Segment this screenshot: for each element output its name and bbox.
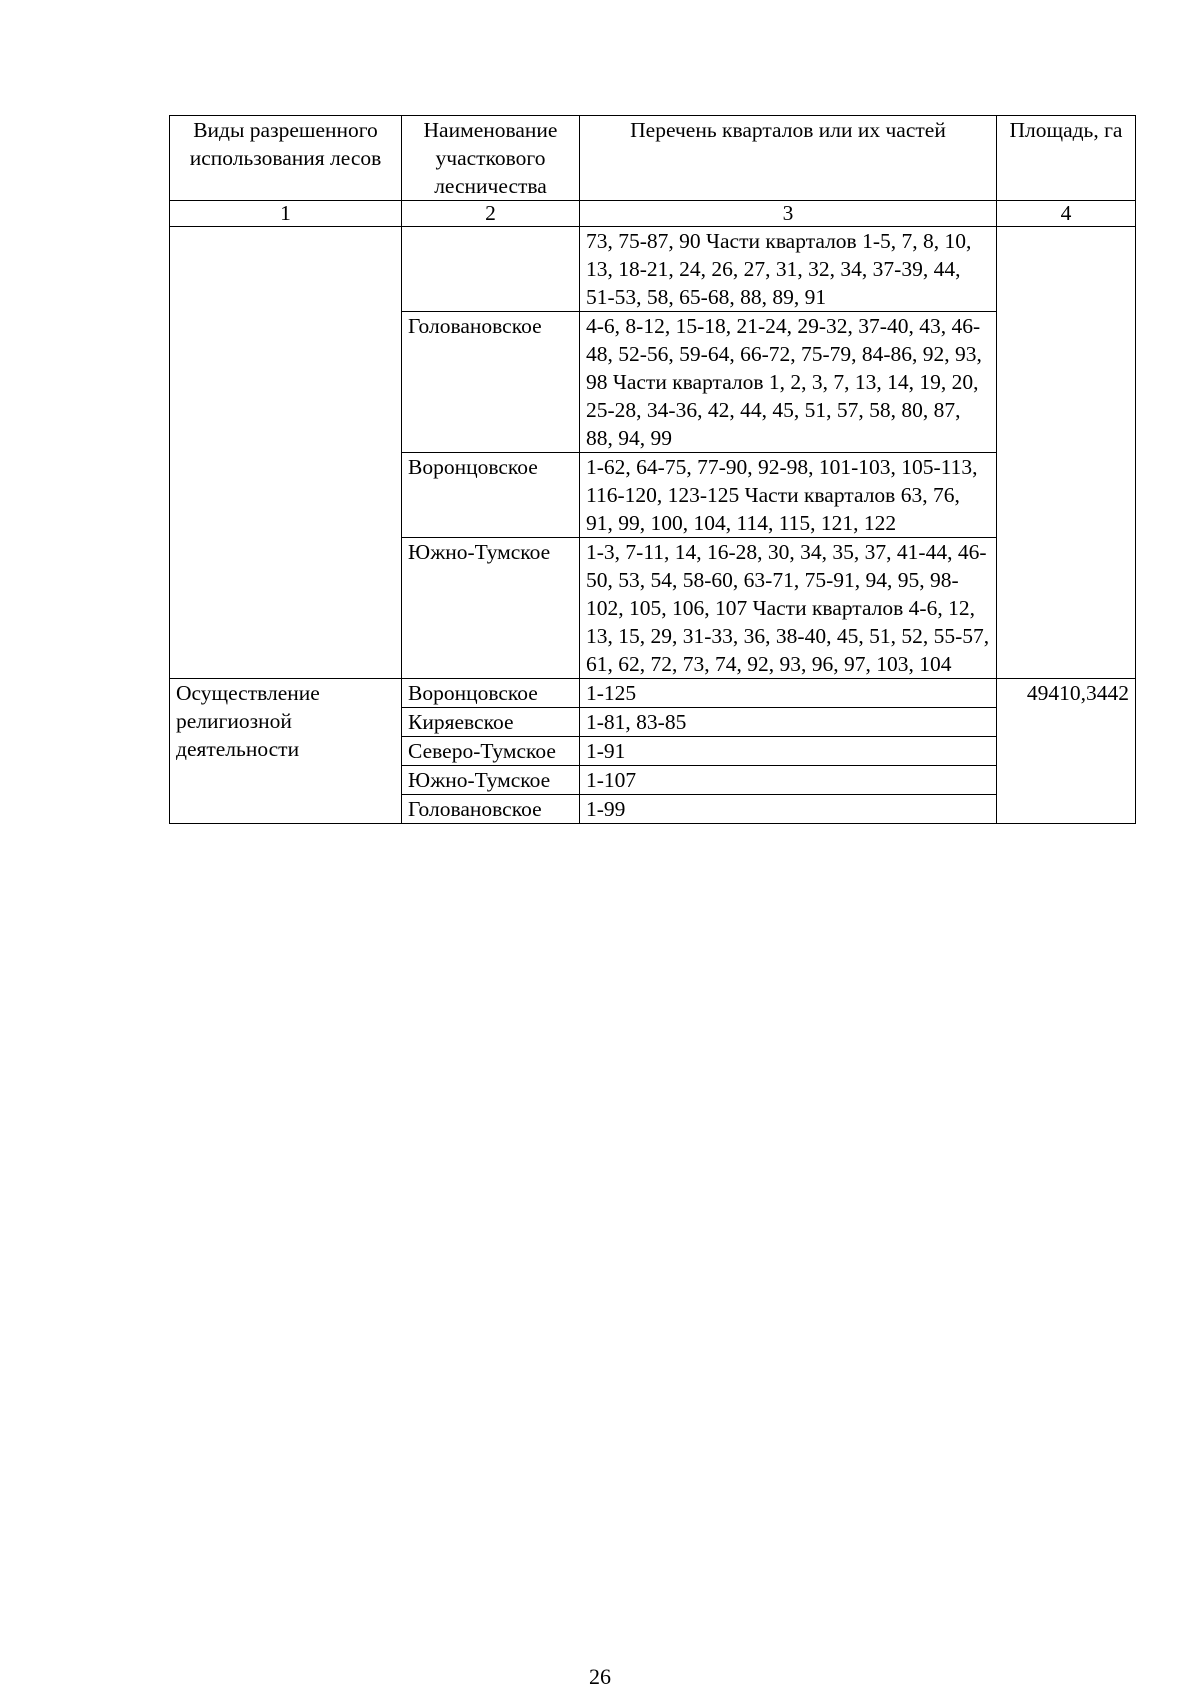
table-row: [170, 227, 1136, 312]
forestry-cell: Голованoвское: [402, 795, 580, 824]
column-number: 2: [402, 201, 580, 227]
column-number: 3: [580, 201, 997, 227]
quarters-cell: 1-81, 83-85: [580, 708, 997, 737]
column-number-row: [170, 201, 1136, 227]
quarters-cell: 1-125: [580, 679, 997, 708]
use-type-cell: Осуществление религиозной деятельности: [170, 679, 402, 824]
page-number: 26: [589, 1664, 611, 1689]
quarters-cell: 73, 75-87, 90 Части кварталов 1-5, 7, 8, 10, 13, 18-21, 24, 26, 27, 31, 32, 34, 37-39, 44, 51-53, 58, 65-68, 88, 89, 91: [580, 227, 997, 312]
forestry-cell: Голованoвское: [402, 312, 580, 453]
quarters-cell: 4-6, 8-12, 15-18, 21-24, 29-32, 37-40, 43, 46-48, 52-56, 59-64, 66-72, 75-79, 84-86, 92, 93, 98 Части кварталов 1, 2, 3, 7, 13, 14, 19, 20, 25-28, 34-36, 42, 44, 45, 51, 57, 58, 80, 87, 88, 94, 99: [580, 312, 997, 453]
use-type-cell-continued: [170, 227, 402, 679]
header-use-type: Виды разрешенного использования лесов: [170, 116, 402, 201]
area-cell-continued: [997, 227, 1136, 679]
forestry-cell: Южно-Тумское: [402, 538, 580, 679]
forestry-cell: Южно-Тумское: [402, 766, 580, 795]
quarters-cell: 1-99: [580, 795, 997, 824]
header-quarters-list: Перечень кварталов или их частей: [580, 116, 997, 201]
quarters-cell: 1-3, 7-11, 14, 16-28, 30, 34, 35, 37, 41-44, 46-50, 53, 54, 58-60, 63-71, 75-91, 94, 95, 98-102, 105, 106, 107 Части кварталов 4-6, 12, 13, 15, 29, 31-33, 36, 38-40, 45, 51, 52, 55-57, 61, 62, 72, 73, 74, 92, 93, 96, 97, 103, 104: [580, 538, 997, 679]
forestry-cell: Воронцовское: [402, 453, 580, 538]
header-forestry-name: Наименование участкового лесничества: [402, 116, 580, 201]
header-area: Площадь, га: [997, 116, 1136, 201]
forestry-cell: Воронцовское: [402, 679, 580, 708]
column-number: 1: [170, 201, 402, 227]
column-number: 4: [997, 201, 1136, 227]
table-header-row: [170, 116, 1136, 201]
forestry-cell: [402, 227, 580, 312]
forest-use-table: [169, 115, 1136, 824]
area-cell: 49410,3442: [997, 679, 1136, 824]
forestry-cell: Северо-Тумское: [402, 737, 580, 766]
quarters-cell: 1-91: [580, 737, 997, 766]
table-row: [170, 679, 1136, 708]
quarters-cell: 1-62, 64-75, 77-90, 92-98, 101-103, 105-113, 116-120, 123-125 Части кварталов 63, 76, 91, 99, 100, 104, 114, 115, 121, 122: [580, 453, 997, 538]
quarters-cell: 1-107: [580, 766, 997, 795]
forestry-cell: Киряевское: [402, 708, 580, 737]
